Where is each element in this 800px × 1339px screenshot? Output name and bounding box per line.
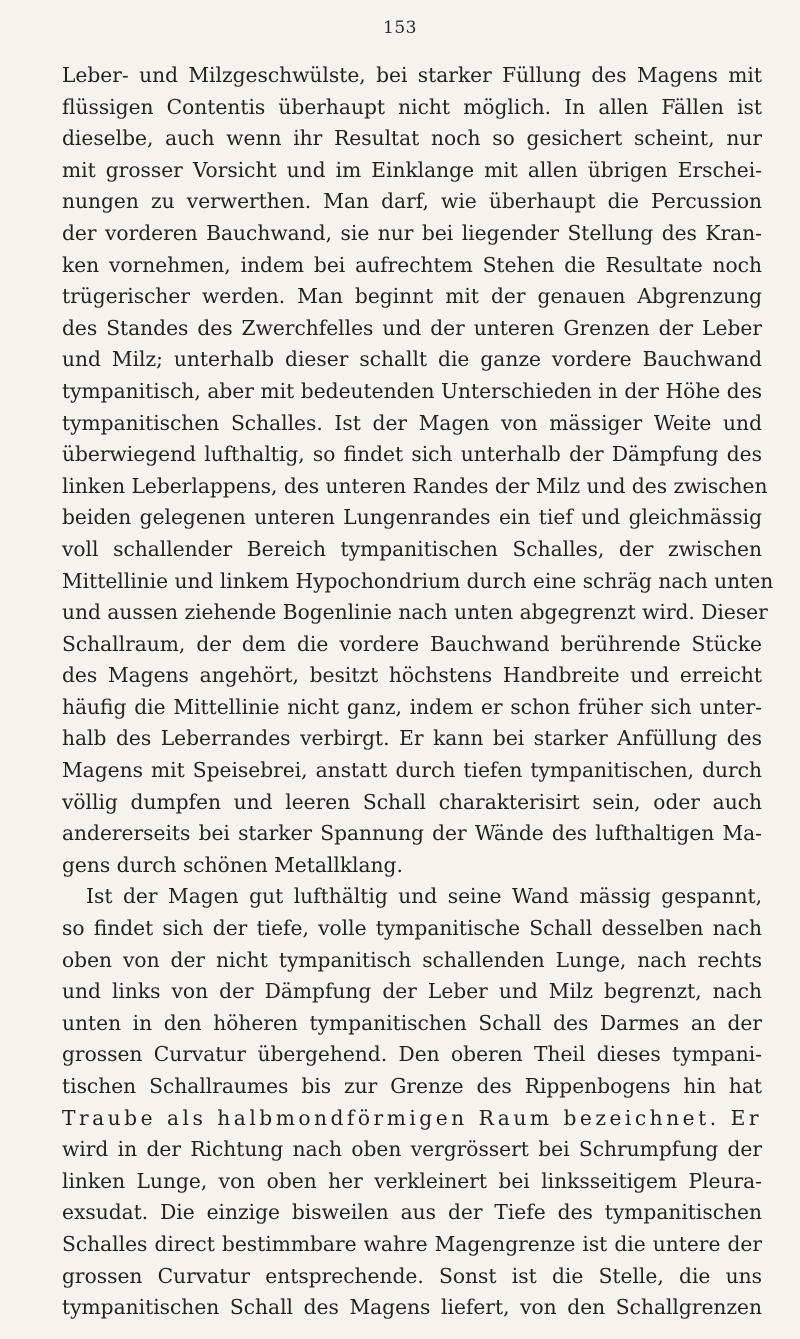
paragraph-start-line: Ist der Magen gut lufthältig und seine Wand mässig gespannt, (86, 884, 762, 909)
text-line: Schallraum, der dem die vordere Bauchwand berührende Stücke (62, 631, 762, 656)
text-line: unten in den höheren tympanitischen Schall des Darmes an der (62, 1010, 762, 1035)
text-line: andererseits bei starker Spannung der Wände des lufthaltigen Ma- (62, 821, 762, 846)
text-line: der vorderen Bauchwand, sie nur bei liegender Stellung des Kran- (62, 220, 762, 245)
text-line: und aussen ziehende Bogenlinie nach unten abgegrenzt wird. Dieser (62, 600, 768, 625)
text-line: tympanitischen Schalles. Ist der Magen von mässiger Weite und (62, 410, 762, 435)
text-line: grossen Curvatur übergehend. Den oberen Theil dieses tympani- (62, 1042, 762, 1067)
page-number: 153 (383, 18, 417, 38)
text-line: häufig die Mittellinie nicht ganz, indem er schon früher sich unter- (62, 694, 762, 719)
text-line: tischen Schallraumes bis zur Grenze des Rippenbogens hin hat (62, 1074, 762, 1098)
text-line: grossen Curvatur entsprechende. Sonst ist die Stelle, die uns (62, 1263, 762, 1288)
text-line: halb des Leberrandes verbirgt. Er kann bei starker Anfüllung des (62, 726, 762, 751)
text-line: linken Lunge, von oben her verkleinert bei linksseitigem Pleura- (62, 1168, 762, 1193)
text-line: Mittellinie und linkem Hypochondrium durch eine schräg nach unten (62, 568, 774, 593)
text-line: überwiegend lufthaltig, so findet sich unterhalb der Dämpfung des (62, 442, 762, 467)
paragraph-end-line: gens durch schönen Metallklang. (62, 852, 403, 877)
text-line: nungen zu verwerthen. Man darf, wie überhaupt die Percussion (62, 189, 762, 214)
text-line: mit grosser Vorsicht und im Einklange mit allen übrigen Erschei- (62, 157, 762, 182)
text-line: trügerischer werden. Man beginnt mit der genauen Abgrenzung (62, 284, 762, 309)
text-line: beiden gelegenen unteren Lungenrandes ein tief und gleichmässig (62, 505, 762, 530)
text-line: des Standes des Zwerchfelles und der unteren Grenzen der Leber (62, 315, 762, 340)
text-line-letterspaced: Traube als halbmondförmigen Raum bezeichnet. Er (62, 1105, 762, 1130)
text-line: Magens mit Speisebrei, anstatt durch tiefen tympanitischen, durch (62, 758, 762, 783)
text-line: linken Leberlappens, des unteren Randes der Milz und des zwischen (62, 473, 768, 498)
text-line: voll schallender Bereich tympanitischen Schalles, der zwischen (62, 536, 762, 561)
text-line: ken vornehmen, indem bei aufrechtem Stehen die Resultate noch (62, 252, 762, 277)
text-line: tympanitischen Schall des Magens liefert, von den Schallgrenzen (62, 1295, 762, 1320)
text-line: oben von der nicht tympanitisch schallenden Lunge, nach rechts (62, 947, 762, 972)
text-line: Schalles direct bestimmbare wahre Magengrenze ist die untere der (62, 1231, 762, 1256)
text-line: dieselbe, auch wenn ihr Resultat noch so gesichert scheint, nur (62, 126, 762, 151)
text-line: exsudat. Die einzige bisweilen aus der Tiefe des tympanitischen (62, 1200, 762, 1225)
text-line: völlig dumpfen und leeren Schall charakterisirt sein, oder auch (62, 789, 762, 814)
body-text (62, 60, 774, 1324)
text-line: Leber- und Milzgeschwülste, bei starker Füllung des Magens mit (62, 63, 762, 87)
text-line: des Magens angehört, besitzt höchstens Handbreite und erreicht (62, 663, 762, 688)
text-line: wird in der Richtung nach oben vergrössert bei Schrumpfung der (62, 1137, 762, 1162)
text-line: flüssigen Contentis überhaupt nicht möglich. In allen Fällen ist (62, 94, 762, 119)
text-line: so findet sich der tiefe, volle tympanitische Schall desselben nach (62, 916, 762, 941)
text-line: tympanitisch, aber mit bedeutenden Unterschieden in der Höhe des (62, 378, 762, 403)
text-line: und Milz; unterhalb dieser schallt die ganze vordere Bauchwand (62, 347, 762, 372)
text-line: und links von der Dämpfung der Leber und Milz begrenzt, nach (62, 979, 762, 1004)
